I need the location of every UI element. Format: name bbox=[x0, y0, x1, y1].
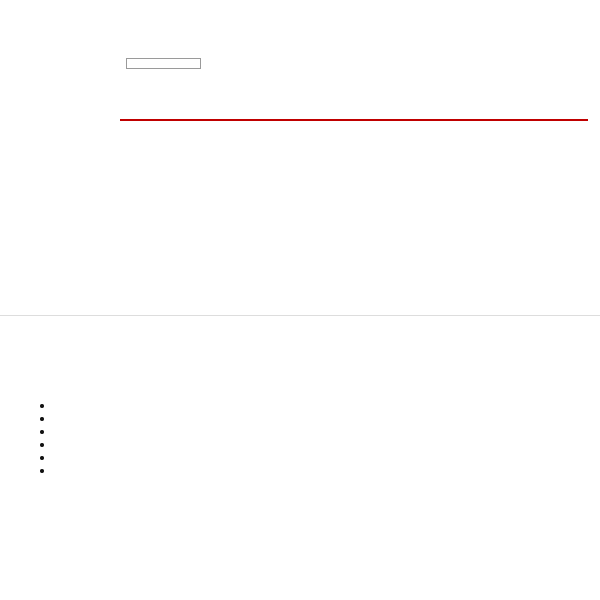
basis-entry-1 bbox=[126, 130, 586, 160]
footer-bullet bbox=[38, 413, 586, 425]
footer-intro bbox=[38, 348, 586, 396]
footer-bullet bbox=[38, 426, 586, 438]
bullet-dot-icon bbox=[40, 443, 44, 447]
footer-bullet bbox=[38, 439, 586, 451]
bullet-dot-icon bbox=[40, 404, 44, 408]
basis-entry-2 bbox=[126, 166, 586, 196]
party-info bbox=[126, 40, 586, 104]
red-underline bbox=[120, 119, 588, 121]
bullet-dot-icon bbox=[40, 430, 44, 434]
applicant-line bbox=[126, 55, 586, 70]
second-party-line bbox=[126, 40, 586, 55]
bullet-dot-icon bbox=[40, 469, 44, 473]
section-divider bbox=[0, 315, 600, 316]
footer-notes bbox=[38, 348, 586, 477]
bullet-dot-icon bbox=[40, 417, 44, 421]
content-line bbox=[126, 74, 586, 104]
bullet-dot-icon bbox=[40, 456, 44, 460]
footer-bullet bbox=[38, 400, 586, 412]
redacted-box bbox=[126, 58, 201, 69]
basis-info bbox=[126, 130, 586, 196]
footer-bullet bbox=[38, 465, 586, 477]
footer-bullet-list bbox=[38, 400, 586, 477]
footer-bullet bbox=[38, 452, 586, 464]
